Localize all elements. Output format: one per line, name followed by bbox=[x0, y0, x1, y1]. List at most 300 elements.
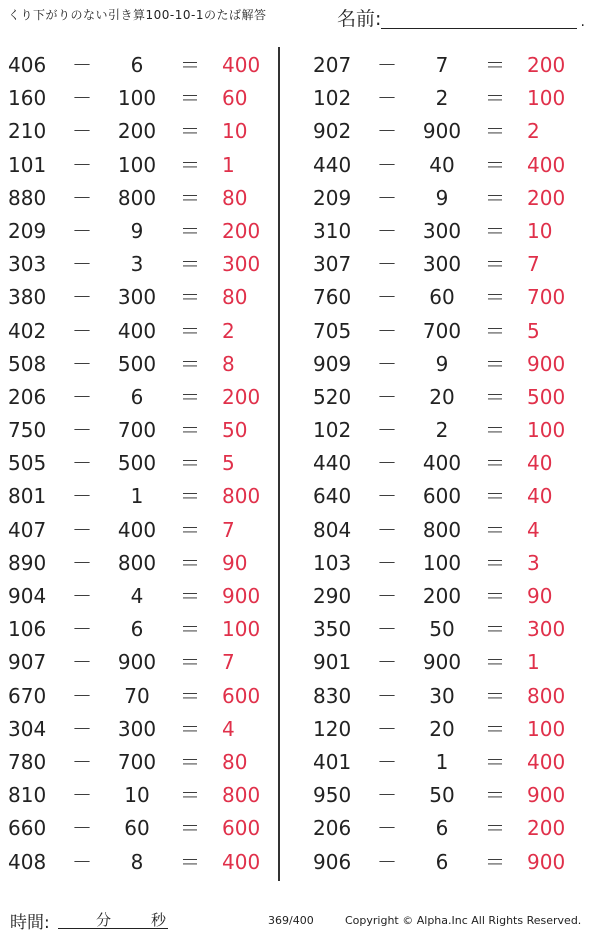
equals-sign: ＝ bbox=[485, 384, 505, 409]
problem-row bbox=[0, 215, 270, 248]
minuend: 440 bbox=[313, 152, 352, 177]
minus-sign: － bbox=[377, 119, 397, 144]
answer: 600 bbox=[222, 816, 261, 841]
minus-sign: － bbox=[377, 617, 397, 642]
subtrahend: 9 bbox=[435, 351, 449, 376]
problem-row bbox=[0, 547, 270, 580]
equals-sign: ＝ bbox=[485, 152, 505, 177]
minuend: 801 bbox=[8, 484, 47, 509]
equals-sign: ＝ bbox=[485, 285, 505, 310]
problem-row bbox=[0, 580, 270, 613]
minus-sign: － bbox=[377, 716, 397, 741]
problem-row bbox=[305, 414, 575, 447]
problem-row bbox=[305, 447, 575, 480]
answer: 900 bbox=[527, 783, 566, 808]
equals-sign: ＝ bbox=[485, 218, 505, 243]
equals-sign: ＝ bbox=[485, 584, 505, 608]
answer: 40 bbox=[527, 484, 553, 509]
subtrahend: 60 bbox=[429, 285, 455, 310]
subtrahend: 400 bbox=[117, 517, 157, 542]
problem-row bbox=[0, 248, 270, 281]
minus-sign: － bbox=[72, 617, 92, 642]
subtrahend: 4 bbox=[130, 584, 144, 608]
answer: 7 bbox=[222, 517, 235, 542]
minuend: 780 bbox=[8, 749, 47, 774]
answer: 4 bbox=[222, 716, 235, 741]
subtrahend: 70 bbox=[124, 683, 150, 708]
name-field bbox=[337, 4, 587, 30]
subtrahend: 800 bbox=[117, 550, 157, 575]
equals-sign: ＝ bbox=[180, 252, 200, 277]
problem-row bbox=[305, 381, 575, 414]
subtrahend: 60 bbox=[124, 816, 150, 841]
problem-row bbox=[0, 746, 270, 779]
minuend: 810 bbox=[8, 783, 47, 808]
minus-sign: － bbox=[72, 484, 92, 509]
answer: 100 bbox=[222, 617, 261, 642]
minuend: 402 bbox=[8, 318, 47, 343]
minus-sign: － bbox=[377, 53, 397, 77]
minus-sign: － bbox=[377, 650, 397, 675]
answer: 900 bbox=[527, 351, 566, 376]
minuend: 508 bbox=[8, 351, 47, 376]
minuend: 660 bbox=[8, 816, 47, 841]
minus-sign: － bbox=[377, 517, 397, 542]
answer: 800 bbox=[222, 484, 261, 509]
equals-sign: ＝ bbox=[485, 683, 505, 708]
minuend: 804 bbox=[313, 517, 352, 542]
minuend: 407 bbox=[8, 517, 47, 542]
problem-row bbox=[0, 447, 270, 480]
equals-sign: ＝ bbox=[485, 318, 505, 343]
equals-sign: ＝ bbox=[485, 53, 505, 77]
minus-sign: － bbox=[377, 418, 397, 443]
problem-row bbox=[0, 680, 270, 713]
subtrahend: 9 bbox=[130, 218, 144, 243]
minus-sign: － bbox=[377, 185, 397, 210]
problem-row bbox=[0, 348, 270, 381]
minus-sign: － bbox=[377, 152, 397, 177]
problem-row bbox=[305, 680, 575, 713]
minus-sign: － bbox=[377, 351, 397, 376]
minuend: 102 bbox=[313, 86, 352, 111]
subtrahend: 6 bbox=[435, 849, 449, 874]
subtrahend: 1 bbox=[435, 749, 449, 774]
minuend: 904 bbox=[8, 584, 47, 608]
minus-sign: － bbox=[377, 86, 397, 111]
minuend: 120 bbox=[313, 716, 352, 741]
minus-sign: － bbox=[72, 86, 92, 111]
problem-row bbox=[0, 315, 270, 348]
minuend: 210 bbox=[8, 119, 47, 144]
minus-sign: － bbox=[72, 849, 92, 874]
minus-sign: － bbox=[377, 783, 397, 808]
equals-sign: ＝ bbox=[180, 318, 200, 343]
subtrahend: 40 bbox=[429, 152, 455, 177]
problem-row bbox=[305, 580, 575, 613]
subtrahend: 2 bbox=[435, 418, 449, 443]
equals-sign: ＝ bbox=[180, 418, 200, 443]
problem-row bbox=[305, 514, 575, 547]
answer: 200 bbox=[527, 185, 566, 210]
equals-sign: ＝ bbox=[180, 53, 200, 77]
minuend: 290 bbox=[313, 584, 352, 608]
minuend: 520 bbox=[313, 384, 352, 409]
answer: 80 bbox=[222, 285, 248, 310]
problem-row bbox=[305, 149, 575, 182]
minuend: 906 bbox=[313, 849, 352, 874]
minus-sign: － bbox=[72, 384, 92, 409]
minus-sign: － bbox=[377, 384, 397, 409]
equals-sign: ＝ bbox=[180, 650, 200, 675]
answer: 400 bbox=[527, 152, 566, 177]
equals-sign: ＝ bbox=[180, 384, 200, 409]
minuend: 106 bbox=[8, 617, 47, 642]
subtrahend: 100 bbox=[422, 550, 462, 575]
equals-sign: ＝ bbox=[485, 783, 505, 808]
subtrahend: 20 bbox=[429, 384, 455, 409]
minuend: 209 bbox=[8, 218, 47, 243]
answer: 900 bbox=[222, 584, 261, 608]
subtrahend: 200 bbox=[117, 119, 157, 144]
subtrahend: 700 bbox=[117, 749, 157, 774]
column-divider bbox=[278, 47, 280, 881]
equals-sign: ＝ bbox=[180, 484, 200, 509]
answer: 400 bbox=[222, 53, 261, 77]
page-number: 369/400 bbox=[268, 914, 314, 927]
problem-row bbox=[305, 248, 575, 281]
minuend: 303 bbox=[8, 252, 47, 277]
subtrahend: 3 bbox=[130, 252, 144, 277]
subtrahend: 800 bbox=[422, 517, 462, 542]
problem-row bbox=[305, 613, 575, 646]
subtrahend: 10 bbox=[124, 783, 150, 808]
minuend: 830 bbox=[313, 683, 352, 708]
problem-row bbox=[305, 646, 575, 679]
problem-row bbox=[305, 480, 575, 513]
answer: 5 bbox=[527, 318, 540, 343]
problem-row bbox=[305, 812, 575, 845]
subtrahend: 6 bbox=[130, 384, 144, 409]
subtrahend: 1 bbox=[130, 484, 144, 509]
problem-row bbox=[0, 182, 270, 215]
answer: 100 bbox=[527, 418, 566, 443]
answer: 90 bbox=[222, 550, 248, 575]
answer: 3 bbox=[527, 550, 540, 575]
equals-sign: ＝ bbox=[180, 285, 200, 310]
equals-sign: ＝ bbox=[485, 517, 505, 542]
answer: 80 bbox=[222, 185, 248, 210]
minus-sign: － bbox=[72, 285, 92, 310]
seconds-label: 秒 bbox=[151, 911, 167, 929]
minutes-label: 分 bbox=[96, 911, 112, 929]
minus-sign: － bbox=[377, 683, 397, 708]
name-underline bbox=[381, 28, 577, 29]
problem-row bbox=[0, 149, 270, 182]
minuend: 950 bbox=[313, 783, 352, 808]
minuend: 505 bbox=[8, 451, 47, 476]
answer: 2 bbox=[222, 318, 235, 343]
equals-sign: ＝ bbox=[180, 451, 200, 476]
minuend: 209 bbox=[313, 185, 352, 210]
answer: 700 bbox=[527, 285, 566, 310]
minus-sign: － bbox=[72, 218, 92, 243]
subtrahend: 30 bbox=[429, 683, 455, 708]
answer: 1 bbox=[527, 650, 540, 675]
problem-row bbox=[305, 713, 575, 746]
subtrahend: 100 bbox=[117, 86, 157, 111]
problem-row bbox=[305, 348, 575, 381]
minuend: 307 bbox=[313, 252, 352, 277]
minuend: 902 bbox=[313, 119, 352, 144]
minuend: 350 bbox=[313, 617, 352, 642]
subtrahend: 800 bbox=[117, 185, 157, 210]
minuend: 206 bbox=[313, 816, 352, 841]
problem-row bbox=[0, 49, 270, 82]
minuend: 408 bbox=[8, 849, 47, 874]
subtrahend: 8 bbox=[130, 849, 144, 874]
minus-sign: － bbox=[377, 749, 397, 774]
subtrahend: 2 bbox=[435, 86, 449, 111]
equals-sign: ＝ bbox=[180, 716, 200, 741]
answer: 50 bbox=[222, 418, 248, 443]
problem-row bbox=[0, 514, 270, 547]
minuend: 101 bbox=[8, 152, 47, 177]
equals-sign: ＝ bbox=[180, 185, 200, 210]
equals-sign: ＝ bbox=[180, 749, 200, 774]
problem-row bbox=[0, 281, 270, 314]
minus-sign: － bbox=[72, 252, 92, 277]
minuend: 909 bbox=[313, 351, 352, 376]
equals-sign: ＝ bbox=[180, 119, 200, 144]
subtrahend: 300 bbox=[117, 716, 157, 741]
minuend: 640 bbox=[313, 484, 352, 509]
equals-sign: ＝ bbox=[485, 252, 505, 277]
minuend: 705 bbox=[313, 318, 352, 343]
equals-sign: ＝ bbox=[180, 351, 200, 376]
problem-row bbox=[305, 215, 575, 248]
subtrahend: 6 bbox=[435, 816, 449, 841]
problem-row bbox=[305, 182, 575, 215]
subtrahend: 700 bbox=[117, 418, 157, 443]
minus-sign: － bbox=[377, 849, 397, 874]
answer: 90 bbox=[527, 584, 553, 608]
subtrahend: 900 bbox=[422, 650, 462, 675]
equals-sign: ＝ bbox=[180, 550, 200, 575]
minus-sign: － bbox=[72, 683, 92, 708]
equals-sign: ＝ bbox=[180, 218, 200, 243]
worksheet-title: くり下がりのない引き算100-10-1のたば解答 bbox=[8, 8, 267, 22]
equals-sign: ＝ bbox=[180, 816, 200, 841]
answer: 500 bbox=[527, 384, 566, 409]
minuend: 750 bbox=[8, 418, 47, 443]
equals-sign: ＝ bbox=[180, 783, 200, 808]
equals-sign: ＝ bbox=[485, 716, 505, 741]
minus-sign: － bbox=[377, 484, 397, 509]
equals-sign: ＝ bbox=[485, 119, 505, 144]
subtrahend: 6 bbox=[130, 617, 144, 642]
minuend: 760 bbox=[313, 285, 352, 310]
subtrahend: 300 bbox=[117, 285, 157, 310]
subtrahend: 20 bbox=[429, 716, 455, 741]
minuend: 304 bbox=[8, 716, 47, 741]
minuend: 907 bbox=[8, 650, 47, 675]
answer: 40 bbox=[527, 451, 553, 476]
subtrahend: 600 bbox=[422, 484, 462, 509]
answer: 800 bbox=[222, 783, 261, 808]
equals-sign: ＝ bbox=[485, 351, 505, 376]
minus-sign: － bbox=[72, 650, 92, 675]
minuend: 102 bbox=[313, 418, 352, 443]
answer: 200 bbox=[222, 384, 261, 409]
problem-row bbox=[0, 646, 270, 679]
problem-row bbox=[305, 281, 575, 314]
equals-sign: ＝ bbox=[180, 683, 200, 708]
minuend: 406 bbox=[8, 53, 47, 77]
minus-sign: － bbox=[377, 252, 397, 277]
answer: 900 bbox=[527, 849, 566, 874]
subtrahend: 6 bbox=[130, 53, 144, 77]
equals-sign: ＝ bbox=[180, 86, 200, 111]
subtrahend: 700 bbox=[422, 318, 462, 343]
minus-sign: － bbox=[377, 285, 397, 310]
minuend: 310 bbox=[313, 218, 352, 243]
problem-row bbox=[305, 315, 575, 348]
answer: 60 bbox=[222, 86, 248, 111]
equals-sign: ＝ bbox=[180, 517, 200, 542]
minuend: 103 bbox=[313, 550, 352, 575]
minus-sign: － bbox=[72, 185, 92, 210]
minus-sign: － bbox=[72, 716, 92, 741]
equals-sign: ＝ bbox=[180, 584, 200, 608]
answer: 100 bbox=[527, 86, 566, 111]
answer: 80 bbox=[222, 749, 248, 774]
answer: 300 bbox=[527, 617, 566, 642]
problem-row bbox=[0, 613, 270, 646]
minus-sign: － bbox=[72, 816, 92, 841]
minus-sign: － bbox=[72, 53, 92, 77]
answer: 200 bbox=[222, 218, 261, 243]
problem-row bbox=[305, 82, 575, 115]
problem-row bbox=[305, 779, 575, 812]
subtrahend: 500 bbox=[117, 451, 157, 476]
problem-row bbox=[305, 547, 575, 580]
equals-sign: ＝ bbox=[485, 451, 505, 476]
answer: 1 bbox=[222, 152, 235, 177]
answer: 100 bbox=[527, 716, 566, 741]
subtrahend: 500 bbox=[117, 351, 157, 376]
problem-row bbox=[305, 49, 575, 82]
left-problem-column bbox=[0, 49, 270, 879]
copyright: Copyright © Alpha.Inc All Rights Reserved. bbox=[345, 914, 582, 927]
minus-sign: － bbox=[72, 119, 92, 144]
minuend: 380 bbox=[8, 285, 47, 310]
answer: 5 bbox=[222, 451, 235, 476]
subtrahend: 900 bbox=[117, 650, 157, 675]
minuend: 890 bbox=[8, 550, 47, 575]
minus-sign: － bbox=[377, 318, 397, 343]
right-problem-column bbox=[305, 49, 575, 879]
subtrahend: 50 bbox=[429, 617, 455, 642]
subtrahend: 400 bbox=[117, 318, 157, 343]
answer: 200 bbox=[527, 816, 566, 841]
equals-sign: ＝ bbox=[180, 617, 200, 642]
subtrahend: 200 bbox=[422, 584, 462, 608]
subtrahend: 900 bbox=[422, 119, 462, 144]
minus-sign: － bbox=[72, 517, 92, 542]
equals-sign: ＝ bbox=[485, 185, 505, 210]
problem-row bbox=[0, 713, 270, 746]
equals-sign: ＝ bbox=[485, 749, 505, 774]
equals-sign: ＝ bbox=[485, 418, 505, 443]
answer: 4 bbox=[527, 517, 540, 542]
equals-sign: ＝ bbox=[485, 86, 505, 111]
answer: 7 bbox=[527, 252, 540, 277]
answer: 400 bbox=[222, 849, 261, 874]
minus-sign: － bbox=[72, 451, 92, 476]
minus-sign: － bbox=[72, 318, 92, 343]
minuend: 160 bbox=[8, 86, 47, 111]
minus-sign: － bbox=[72, 418, 92, 443]
minuend: 670 bbox=[8, 683, 47, 708]
minuend: 440 bbox=[313, 451, 352, 476]
problem-row bbox=[0, 846, 270, 879]
minuend: 207 bbox=[313, 53, 352, 77]
problem-row bbox=[0, 414, 270, 447]
equals-sign: ＝ bbox=[180, 152, 200, 177]
problem-row bbox=[0, 381, 270, 414]
equals-sign: ＝ bbox=[485, 484, 505, 509]
answer: 800 bbox=[527, 683, 566, 708]
answer: 600 bbox=[222, 683, 261, 708]
answer: 200 bbox=[527, 53, 566, 77]
equals-sign: ＝ bbox=[485, 650, 505, 675]
problem-row bbox=[0, 480, 270, 513]
problem-row bbox=[0, 812, 270, 845]
minus-sign: － bbox=[377, 816, 397, 841]
problem-row bbox=[0, 115, 270, 148]
problem-row bbox=[0, 82, 270, 115]
minus-sign: － bbox=[377, 451, 397, 476]
equals-sign: ＝ bbox=[485, 550, 505, 575]
subtrahend: 50 bbox=[429, 783, 455, 808]
answer: 2 bbox=[527, 119, 540, 144]
subtrahend: 300 bbox=[422, 218, 462, 243]
minus-sign: － bbox=[72, 152, 92, 177]
problem-row bbox=[305, 115, 575, 148]
minus-sign: － bbox=[377, 218, 397, 243]
equals-sign: ＝ bbox=[485, 849, 505, 874]
minuend: 401 bbox=[313, 749, 352, 774]
answer: 400 bbox=[527, 749, 566, 774]
time-label: 時間: bbox=[10, 913, 50, 933]
answer: 10 bbox=[222, 119, 248, 144]
problem-row bbox=[305, 846, 575, 879]
subtrahend: 100 bbox=[117, 152, 157, 177]
minus-sign: － bbox=[72, 783, 92, 808]
equals-sign: ＝ bbox=[485, 816, 505, 841]
subtrahend: 9 bbox=[435, 185, 449, 210]
minus-sign: － bbox=[72, 550, 92, 575]
problem-row bbox=[305, 746, 575, 779]
answer: 300 bbox=[222, 252, 261, 277]
minuend: 206 bbox=[8, 384, 47, 409]
name-label: 名前: bbox=[337, 8, 382, 30]
minus-sign: － bbox=[72, 351, 92, 376]
minuend: 880 bbox=[8, 185, 47, 210]
minus-sign: － bbox=[72, 749, 92, 774]
name-end-dot: . bbox=[580, 14, 585, 30]
